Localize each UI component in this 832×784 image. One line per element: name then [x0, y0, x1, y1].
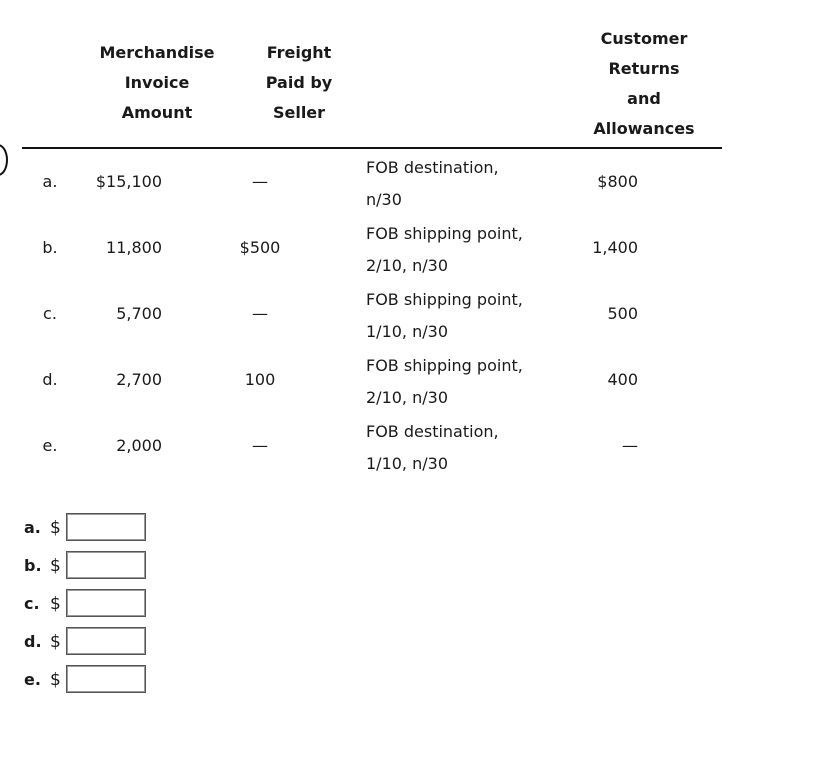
answer-input-b[interactable] [66, 551, 146, 579]
row-d-terms [366, 350, 523, 414]
row-a-invoice-amount: $15,100 [95, 172, 162, 191]
row-e-letter: e. [42, 436, 58, 455]
header-line: Merchandise [99, 43, 215, 62]
terms-line: FOB destination, [366, 158, 499, 177]
answer-input-c[interactable] [66, 589, 146, 617]
row-e-terms [366, 416, 499, 480]
terms-line: FOB shipping point, [366, 290, 523, 309]
row-c-returns: 500 [607, 304, 638, 323]
answer-input-d[interactable] [66, 627, 146, 655]
header-divider [22, 147, 722, 149]
row-a-returns: $800 [597, 172, 638, 191]
currency-symbol: $ [50, 556, 61, 576]
currency-symbol: $ [50, 518, 61, 538]
row-e-freight: — [252, 436, 268, 455]
row-c-letter: c. [43, 304, 57, 323]
terms-line: FOB destination, [366, 422, 499, 441]
header-merchandise-invoice-amount [88, 38, 226, 128]
header-customer-returns-allowances [576, 24, 712, 144]
header-line: Freight [266, 43, 332, 62]
answer-label: d. [24, 632, 42, 651]
terms-line: 2/10, n/30 [366, 256, 448, 275]
currency-symbol: $ [50, 632, 61, 652]
row-b-terms [366, 218, 523, 282]
row-d-returns: 400 [607, 370, 638, 389]
row-c-terms [366, 284, 523, 348]
header-freight-paid-by-seller [244, 38, 354, 128]
row-b-invoice-amount: 11,800 [106, 238, 162, 257]
row-a-terms [366, 152, 499, 216]
answer-input-a[interactable] [66, 513, 146, 541]
row-c-invoice-amount: 5,700 [116, 304, 162, 323]
header-line: Returns [608, 59, 680, 78]
row-b-letter: b. [42, 238, 58, 257]
header-line: Paid by [265, 73, 333, 92]
header-line: Customer [600, 29, 688, 48]
row-d-letter: d. [42, 370, 58, 389]
terms-line: n/30 [366, 190, 402, 209]
answer-input-e[interactable] [66, 665, 146, 693]
answer-label: e. [24, 670, 41, 689]
row-a-freight: — [252, 172, 268, 191]
row-e-returns: — [622, 436, 638, 455]
header-line: and [627, 89, 661, 108]
currency-symbol: $ [50, 594, 61, 614]
terms-line: 1/10, n/30 [366, 454, 448, 473]
row-e-invoice-amount: 2,000 [116, 436, 162, 455]
terms-line: FOB shipping point, [366, 224, 523, 243]
terms-line: FOB shipping point, [366, 356, 523, 375]
row-d-freight: 100 [244, 370, 276, 389]
terms-line: 2/10, n/30 [366, 388, 448, 407]
header-line: Invoice [124, 73, 190, 92]
answer-label: a. [24, 518, 41, 537]
row-b-freight: $500 [239, 238, 281, 257]
header-line: Seller [272, 103, 326, 122]
terms-line: 1/10, n/30 [366, 322, 448, 341]
answer-label: c. [24, 594, 40, 613]
row-d-invoice-amount: 2,700 [116, 370, 162, 389]
currency-symbol: $ [50, 670, 61, 690]
header-line: Amount [121, 103, 193, 122]
row-a-letter: a. [42, 172, 58, 191]
header-line: Allowances [593, 119, 695, 138]
edge-partial-icon [0, 144, 8, 176]
row-c-freight: — [252, 304, 268, 323]
row-b-returns: 1,400 [592, 238, 638, 257]
answer-label: b. [24, 556, 42, 575]
